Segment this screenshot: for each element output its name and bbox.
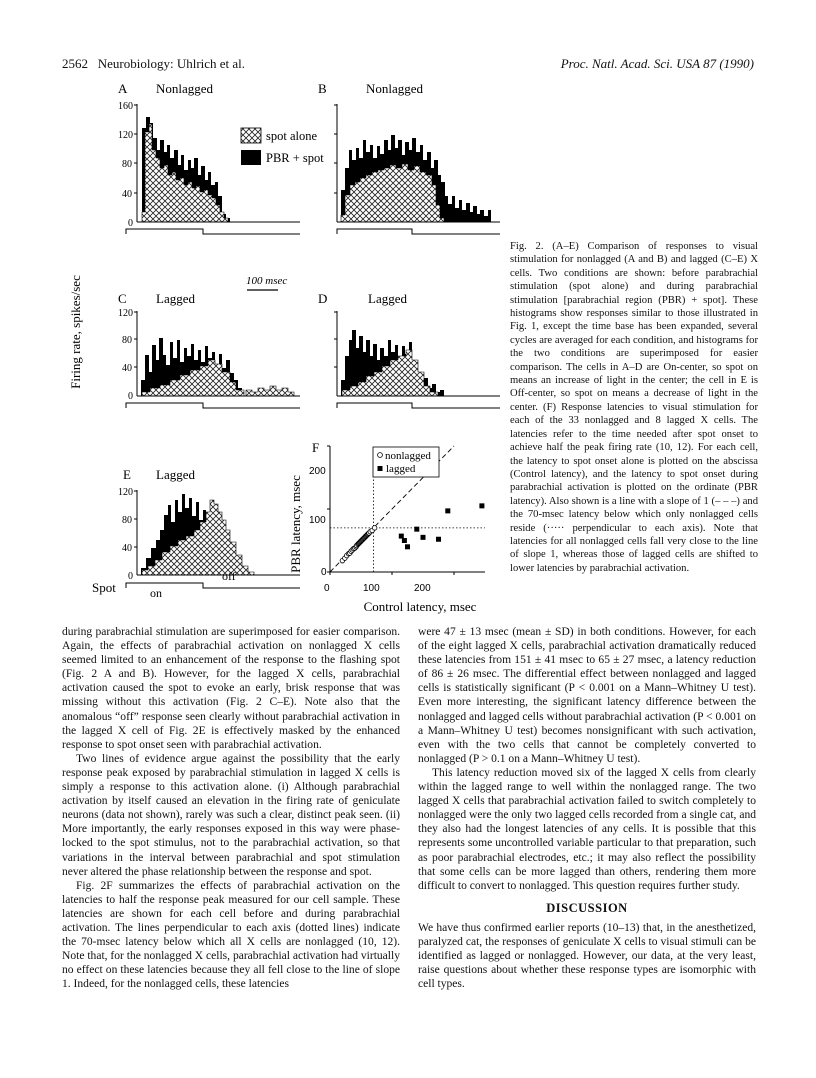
scatter-x-axis-label: Control latency, msec xyxy=(363,599,477,614)
left-paragraph-3: Fig. 2F summarizes the effects of parabrachial activation on the latencies to half the response peak measured for our cell sample. These latencies are shown for each cell before and during parabrachial activation. The lines perpendicular to each axis (dotted lines) indicate the 70-msec latency below which all X cells are nonlagged (10, 12). Note that, for the nonlagged X cells, parabrachial activation had virtually no effect on these latencies because they all fell close to the line of slope 1. Indeed, for the nonlagged cells, these latencies xyxy=(62,879,400,991)
stimulus-spot-label: Spot xyxy=(92,580,116,595)
panel-d-letter: D xyxy=(318,291,328,306)
panel-c-title: Lagged xyxy=(156,291,195,306)
lagged-point xyxy=(414,527,419,532)
scatter-legend xyxy=(373,447,439,477)
y-axis-label: Firing rate, spikes/sec xyxy=(68,275,83,389)
legend-spot-alone-swatch xyxy=(241,128,261,143)
legend-nonlagged-label: nonlagged xyxy=(385,450,431,462)
scatter-y-tick-100: 100 xyxy=(309,515,326,526)
discussion-paragraph: We have thus confirmed earlier reports (10–13) that, in the anesthetized, paralyzed cat, the responses of geniculate X cells to visual stimuli can be identified as lagged or nonlagged. However, our data, at the very least, raise questions about whether these response types are isomorphic with cell types. xyxy=(418,921,756,991)
panel-e-title: Lagged xyxy=(156,467,195,482)
legend-pbr-spot-swatch xyxy=(241,150,261,165)
panel-a-tick-0: 0 xyxy=(128,218,133,229)
panel-b-letter: B xyxy=(318,81,327,96)
scatter-x-tick-200: 200 xyxy=(414,583,431,594)
panel-a-tick-120: 120 xyxy=(118,130,133,141)
panel-c-off-response xyxy=(246,386,294,396)
right-paragraph-1: were 47 ± 13 msec (mean ± SD) in both conditions. However, for each of the eight lagged X cells, parabrachial activation dramatically reduced these latencies from 151 ± 41 msec to 65 ± 27 msec, a latency reduction of 86 ± 26 msec. The differential effect between nonlagged and lagged cells is statistically significant (P < 0.001 on a Mann–Whitney U test). Even more interesting, the significant latency difference between the nonlagged and lagged cells without parabrachial activation (P < 0.001 on a Mann–Whitney U test) becomes nonsignificant with such activation, even with the two cells that cannot be completely converted to nonlagged (P > 0.1 on a Mann–Whitney U test). xyxy=(418,626,756,765)
panel-e-tick-0: 0 xyxy=(128,571,133,582)
panel-a-letter: A xyxy=(118,81,128,96)
lagged-point xyxy=(405,544,410,549)
panel-a-tick-40: 40 xyxy=(122,189,132,200)
figure-caption: Fig. 2. (A–E) Comparison of responses to visual stimulation for nonlagged (A and B) and lagged (C–E) X cells. Two conditions are shown: before parabrachial stimulation (spot alone) and during parabrachial stimulation [parabrachial region (PBR) + spot]. These histograms show responses similar to those illustrated in Fig. 1, except the time base has been expanded, several cycles are averaged for each condition, and histograms for the two conditions are superimposed for easier comparison. The cells in A–D are On-center, so spot on means an increase of light in the center; the cell in E is Off-center, so spot on means a decrease of light in the center. (F) Response latencies to visual stimulation for each of the 33 nonlagged and 8 lagged X cells. The latencies refer to the time needed after spot onset to achieve half the peak firing rate (10, 12). For each cell, the latency to spot onset alone is plotted on the abscissa (Control latency), and the latency to spot onset during parabrachial activation is plotted on the ordinate (PBR latency). Also shown is a line with a slope of 1 (– – –) and the 70-msec latency below which only nonlagged cells reside (····· perpendicular to each axis). Note that latencies for all nonlagged cells fall very close to the line of slope 1, whereas those of lagged cells are shifted to lower latencies by parabrachial activation. xyxy=(510,241,758,574)
running-title: Neurobiology: Uhlrich et al. xyxy=(97,56,246,71)
time-scale-label: 100 msec xyxy=(246,275,288,287)
panel-e-tick-40: 40 xyxy=(122,543,132,554)
legend-lagged-marker xyxy=(378,466,383,471)
panel-c-tick-80: 80 xyxy=(122,335,132,346)
panel-d xyxy=(318,291,500,408)
time-scale-bar xyxy=(246,275,287,290)
scatter-x-tick-100: 100 xyxy=(363,583,380,594)
lagged-point xyxy=(402,538,407,543)
panel-a-tick-160: 160 xyxy=(118,101,133,112)
scatter-x-tick-0: 0 xyxy=(324,583,330,594)
panel-e xyxy=(92,467,300,600)
panel-e-tick-120: 120 xyxy=(118,487,133,498)
panel-c-tick-120: 120 xyxy=(118,308,133,319)
panel-f-letter: F xyxy=(312,440,320,455)
left-paragraph-2: Two lines of evidence argue against the possibility that the early response peak exposed by parabrachial stimulation in lagged X cells is simply a response to this activation alone. (i) Although parabrachial activation by itself caused an elevation in the firing rate of geniculate neurons (data not shown), rarely was such a clear, distinct peak seen. (ii) More importantly, the early responses exposed in this way were phase-locked to the spot stimulus, not to the parabrachial activation, so that variations in the interval between parabrachial and spot stimulation never altered the phase relationship between the response and spot. xyxy=(62,752,400,878)
right-column xyxy=(418,625,756,991)
legend-lagged-label: lagged xyxy=(386,463,416,475)
panel-b-title: Nonlagged xyxy=(366,81,424,96)
panel-a xyxy=(118,81,324,234)
scatter-y-axis-label: PBR latency, msec xyxy=(288,475,303,573)
lagged-point xyxy=(421,535,426,540)
panel-c-tick-40: 40 xyxy=(122,363,132,374)
panel-d-title: Lagged xyxy=(368,291,407,306)
panel-a-title: Nonlagged xyxy=(156,81,214,96)
legend-pbr-spot-label: PBR + spot xyxy=(266,151,324,165)
stimulus-on-label: on xyxy=(150,586,162,600)
panel-c xyxy=(118,291,300,408)
legend-spot-alone-label: spot alone xyxy=(266,129,318,143)
lagged-point xyxy=(436,537,441,542)
stimulus-off-label: off xyxy=(222,569,236,583)
panel-f xyxy=(288,440,485,614)
panel-e-letter: E xyxy=(123,467,131,482)
legend-nonlagged-marker xyxy=(378,453,383,458)
right-paragraph-2: This latency reduction moved six of the lagged X cells from clearly within the lagged range to well within the nonlagged range. The two lagged X cells that parabrachial activation failed to switch completely to nonlagged were the only two lagged cells recorded from a single cat, and they also had the longest latencies of any cells. It is possible that this represents some uncontrolled variable particular to that preparation, such as poor parabrachial electrodes, etc.; it may also reflect the possibility that some cells can be more lagged than others, rendering them more difficult to convert to nonlagged. This question requires further study. xyxy=(418,766,756,892)
left-column xyxy=(62,625,400,991)
scatter-y-tick-200: 200 xyxy=(309,466,326,477)
panel-b xyxy=(318,81,500,234)
scatter-y-tick-0: 0 xyxy=(321,567,327,578)
lagged-point xyxy=(479,503,484,508)
journal-citation: Proc. Natl. Acad. Sci. USA 87 (1990) xyxy=(560,56,754,71)
panel-a-tick-80: 80 xyxy=(122,159,132,170)
panel-e-tick-80: 80 xyxy=(122,515,132,526)
discussion-heading: DISCUSSION xyxy=(546,900,628,915)
panel-c-letter: C xyxy=(118,291,127,306)
lagged-point xyxy=(399,534,404,539)
lagged-point xyxy=(445,508,450,513)
nonlagged-point xyxy=(372,526,377,531)
page-number: 2562 xyxy=(62,56,88,71)
left-paragraph-1: during parabrachial stimulation are superimposed for easier comparison. Again, the effects of parabrachial activation on nonlagged X cells seemed limited to an enhancement of the response to the flashing spot (Fig. 2 A and B). However, for the lagged X cells, parabrachial activation caused the spot to evoke an early, brisk response that was missing without this activation (Fig. 2 C–E). Note also that the anomalous “off” response seen clearly without parabrachial activation in the lagged X cell of Fig. 2E is effectively masked by the enhanced response to spot onset seen with parabrachial activation. xyxy=(62,626,400,751)
panel-c-tick-0: 0 xyxy=(128,391,133,402)
